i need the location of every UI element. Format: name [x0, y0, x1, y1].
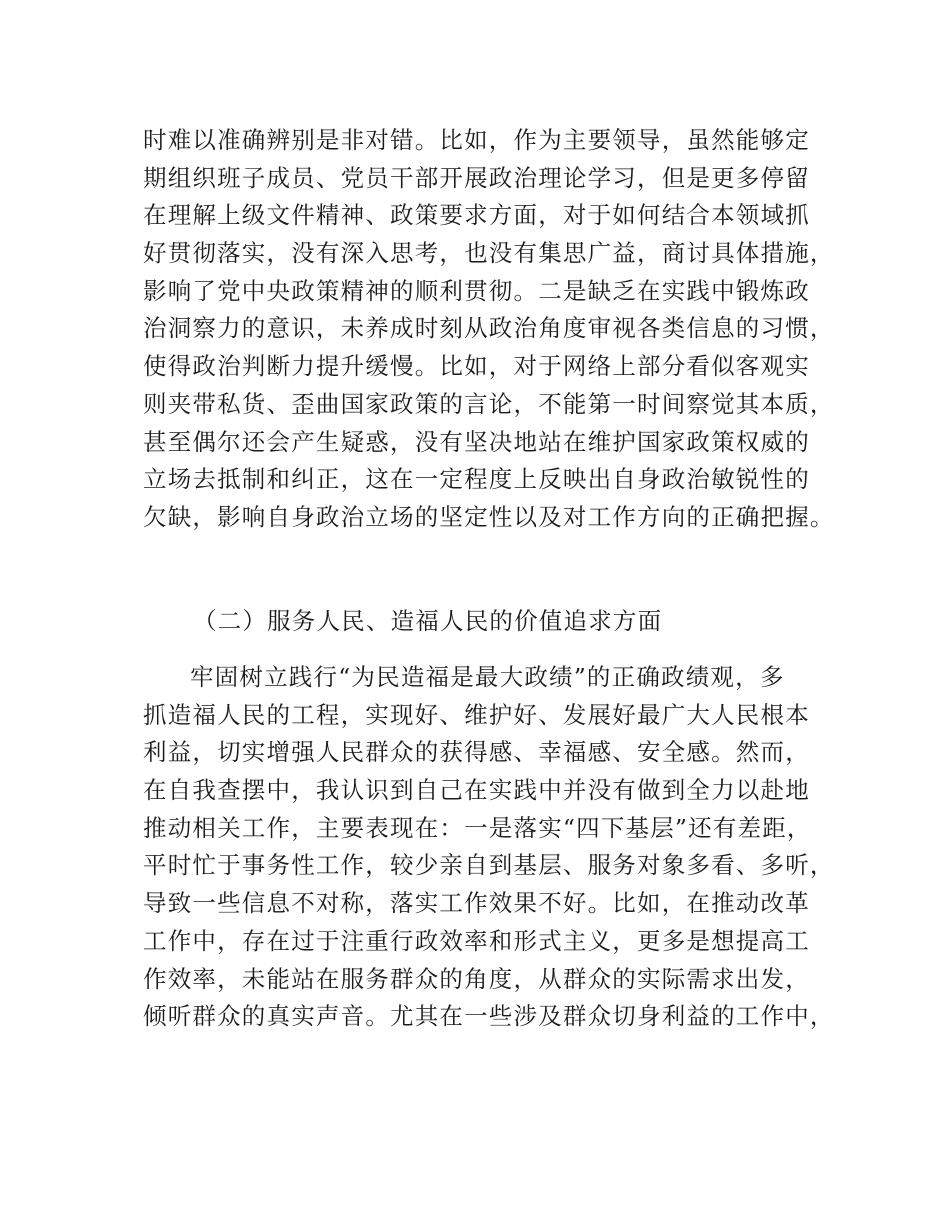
text-line: 期组织班子成员、党员干部开展政治理论学习，但是更多停留 [143, 163, 810, 192]
text-line: 好贯彻落实，没有深入思考，也没有集思广益，商讨具体措施， [143, 239, 835, 268]
section-heading-text: （二）服务人民、造福人民的价值追求方面 [193, 607, 663, 635]
text-line: 牢固树立践行“为民造福是最大政绩”的正确政绩观，多 [190, 663, 785, 691]
text-line: 在理解上级文件精神、政策要求方面，对于如何结合本领域抓 [143, 201, 810, 230]
text-line: 平时忙于事务性工作，较少亲自到基层、服务对象多看、多听， [143, 851, 835, 880]
text-line: 工作中，存在过于注重行政效率和形式主义，更多是想提高工 [143, 926, 810, 955]
text-line: 则夹带私货、歪曲国家政策的言论，不能第一时间察觉其本质， [143, 389, 835, 418]
paragraph-1 [143, 122, 835, 537]
text-line: 利益，切实增强人民群众的获得感、幸福感、安全感。然而， [143, 738, 810, 767]
text-line: 欠缺，影响自身政治立场的坚定性以及对工作方向的正确把握。 [143, 502, 835, 531]
text-line: 抓造福人民的工程，实现好、维护好、发展好最广大人民根本 [143, 700, 810, 729]
paragraph-2 [143, 659, 835, 1036]
text-line: 在自我查摆中，我认识到自己在实践中并没有做到全力以赴地 [143, 776, 810, 805]
text-line: 影响了党中央政策精神的顺利贯彻。二是缺乏在实践中锻炼政 [143, 276, 810, 305]
section-heading [143, 603, 823, 641]
text-line: 倾听群众的真实声音。尤其在一些涉及群众切身利益的工作中， [143, 1002, 835, 1031]
text-line: 治洞察力的意识，未养成时刻从政治角度审视各类信息的习惯， [143, 314, 835, 343]
text-line: 作效率，未能站在服务群众的角度，从群众的实际需求出发， [143, 964, 810, 993]
text-line: 立场去抵制和纠正，这在一定程度上反映出自身政治敏锐性的 [143, 465, 810, 494]
text-line: 甚至偶尔还会产生疑惑，没有坚决地站在维护国家政策权威的 [143, 427, 810, 456]
text-line: 推动相关工作，主要表现在：一是落实“四下基层”还有差距， [143, 813, 812, 842]
text-line: 使得政治判断力提升缓慢。比如，对于网络上部分看似客观实 [143, 352, 810, 381]
text-line: 导致一些信息不对称，落实工作效果不好。比如，在推动改革 [143, 889, 810, 918]
text-line: 时难以准确辨别是非对错。比如，作为主要领导，虽然能够定 [143, 126, 810, 154]
